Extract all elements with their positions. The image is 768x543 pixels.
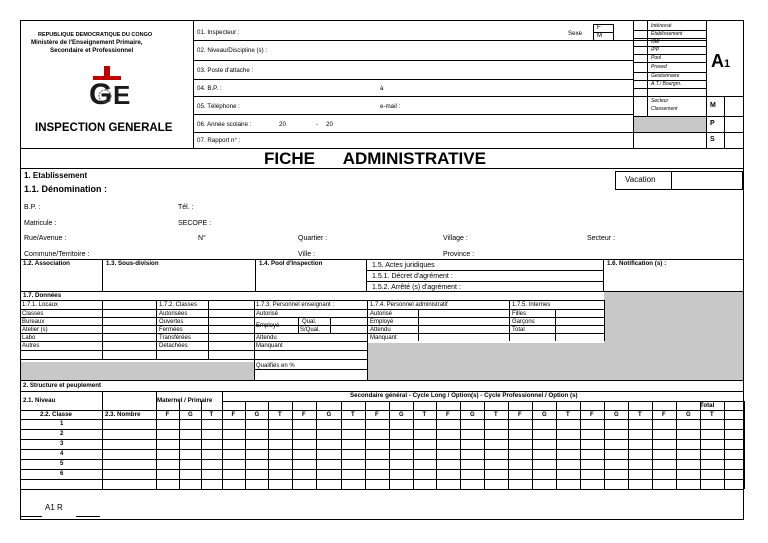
fgt-header: G <box>188 412 193 418</box>
fgt-header: T <box>351 412 355 418</box>
fgt-header: T <box>710 412 714 418</box>
sexe-m: M <box>597 32 603 39</box>
locaux-autres: Autres <box>22 343 40 349</box>
fgt-header: F <box>662 412 666 418</box>
fgt-header: F <box>446 412 450 418</box>
field-inspecteur: 01. Inspecteur : <box>197 29 240 36</box>
dest-gestionnaire: Gestionnaire <box>651 73 680 79</box>
enseignant-employe: Employé <box>256 323 280 329</box>
dest-secteur: Secteur <box>651 98 669 104</box>
commune-label: Commune/Territoire : <box>24 251 90 258</box>
admin-attendu: Attendu <box>370 327 391 333</box>
ville-label: Ville : <box>298 251 315 258</box>
enseignant-qual: Qual. <box>302 319 317 325</box>
ministry-line1: Ministère de l'Enseignement Primaire, <box>31 39 143 46</box>
dest-ipp: IPP <box>651 47 660 53</box>
province-label: Province : <box>443 251 475 258</box>
decret-label: 1.5.1. Décret d'agrément : <box>372 273 453 280</box>
fgt-header: T <box>209 412 214 418</box>
fgt-header: T <box>278 412 282 418</box>
classe-row-label: 6 <box>60 471 64 477</box>
fgt-header: T <box>638 412 642 418</box>
form-code: A1 <box>711 51 731 71</box>
enseignant-manquant: Manquant <box>256 343 283 349</box>
classe-row-label: 3 <box>60 441 64 447</box>
quartier-label: Quartier : <box>298 235 328 242</box>
form-title: FICHE ADMINISTRATIVE <box>264 149 486 168</box>
classes-head: 1.7.2. Classes <box>159 302 198 308</box>
svg-text:G: G <box>89 78 113 111</box>
secteur-label: Secteur : <box>587 235 616 242</box>
sexe-f: F <box>597 24 601 31</box>
svg-text:E: E <box>113 80 131 110</box>
dest-proved: Proved <box>651 64 667 70</box>
annee-start: 20 <box>279 121 286 128</box>
fgt-header: G <box>614 412 619 418</box>
annee-end: 20 <box>326 121 333 128</box>
classes-autorisees: Autorisées <box>159 311 188 317</box>
total-label: Total <box>700 402 715 409</box>
fgt-header: F <box>375 412 379 418</box>
fgt-header: F <box>165 412 170 418</box>
gray-block-donnees <box>604 292 743 380</box>
dest-interesse: Intéressé <box>651 23 672 29</box>
fgt-header: G <box>542 412 547 418</box>
fgt-header: F <box>302 412 306 418</box>
dest-at-bourgm: A.T./ Bourgm. <box>651 81 682 87</box>
fgt-header: G <box>686 412 691 418</box>
field-poste: 03. Poste d'attache : <box>197 67 254 74</box>
niveau-label: 2.1. Niveau <box>23 397 56 404</box>
structure-title: 2. Structure et peuplement <box>23 382 102 389</box>
enseignant-autorise: Autorisé <box>256 311 279 317</box>
internes-garcons: Garçons <box>512 319 535 325</box>
secondaire-label: Secondaire général - Cycle Long / Option(s) - Cycle Professionnel / Option (s) <box>350 392 578 399</box>
secope-label: SECOPE : <box>178 220 212 227</box>
section-etablissement: 1. Etablissement <box>24 171 88 180</box>
internes-filles: Filles <box>512 311 527 317</box>
classe-row-label: 4 <box>60 451 64 457</box>
fgt-header: T <box>566 412 570 418</box>
ige-logo <box>85 64 141 112</box>
bp-label: B.P. : <box>24 204 41 211</box>
footer-code-box <box>20 500 100 518</box>
gray-block-header <box>634 117 706 132</box>
fgt-header: G <box>326 412 332 418</box>
fgt-header: F <box>590 412 594 418</box>
fgt-header: T <box>422 412 427 418</box>
classe-label: 2.2. Classe <box>40 411 72 418</box>
rue-label: Rue/Avenue : <box>24 235 67 242</box>
ministry-line2: Secondaire et Professionnel <box>50 47 134 54</box>
dest-classement: Classement <box>651 106 678 112</box>
actes-label: 1.5. Actes juridiques <box>372 262 435 269</box>
fgt-header: T <box>494 412 498 418</box>
internes-total: Total <box>512 327 525 333</box>
country-name: REPUBLIQUE DEMOCRATIQUE DU CONGO <box>38 32 153 38</box>
gray-block-left <box>21 362 254 380</box>
fgt-header: F <box>231 412 236 418</box>
sous-division-label: 1.3. Sous-division <box>106 260 159 267</box>
admin-autorise: Autorisé <box>370 311 393 317</box>
fgt-header: G <box>399 412 404 418</box>
classe-row-label: 2 <box>60 431 64 437</box>
inspection-generale: INSPECTION GENERALE <box>35 122 173 134</box>
fgt-header: G <box>254 412 260 418</box>
notification-label: 1.6. Notification (s) : <box>607 260 667 267</box>
numero-label: N° <box>198 235 206 242</box>
box-s: S <box>710 136 715 143</box>
dest-ige: IGE <box>651 39 660 45</box>
association-label: 1.2. Association <box>23 260 70 267</box>
classes-transferees: Transférées <box>159 335 191 341</box>
field-bp: 04. B.P. : <box>197 85 222 92</box>
fgt-header: G <box>470 412 475 418</box>
nombre-label: 2.3. Nombre <box>105 411 141 418</box>
field-telephone: 05. Téléphone : <box>197 103 240 110</box>
field-niveau: 02. Niveau/Discipline (s) : <box>197 47 268 54</box>
box-p: P <box>710 120 715 127</box>
classes-ouvertes: Ouvertes <box>159 319 184 325</box>
sexe-label: Sexe <box>568 30 583 37</box>
field-bp-a: à <box>380 85 384 92</box>
village-label: Village : <box>443 235 468 242</box>
enseignant-qualifies: Qualifiés en % <box>256 363 295 369</box>
enseignant-attendu: Attendu <box>256 335 277 341</box>
internes-head: 1.7.5. Internes <box>512 302 551 308</box>
matricule-label: Matricule : <box>24 220 57 227</box>
vacation-label: Vacation <box>625 175 656 184</box>
admin-manquant: Manquant <box>370 335 397 341</box>
dest-pool: Pool <box>651 55 662 61</box>
denomination-label: 1.1. Dénomination : <box>24 184 108 194</box>
classe-row-label: 5 <box>60 461 64 467</box>
box-m: M <box>710 102 716 109</box>
donnees-title: 1.7. Données <box>23 292 62 299</box>
classes-detachees: Detachées <box>159 343 188 349</box>
enseignant-head: 1.7.3. Personnel enseignant : <box>256 302 335 308</box>
dest-etablissement: Etablissement <box>651 31 683 37</box>
classes-fermees: Fermées <box>159 327 183 333</box>
locaux-labo: Labo <box>22 335 36 341</box>
annee-sep: - <box>316 121 319 128</box>
field-email: e-mail : <box>380 103 401 110</box>
enseignant-squal: S/Qual. <box>300 327 321 333</box>
admin-head: 1.7.4. Personnel administratif <box>370 302 448 308</box>
tel-label: Tél. : <box>178 204 194 211</box>
locaux-classes: Classes <box>22 311 44 317</box>
maternel-label: Maternel / Primaire <box>157 397 213 404</box>
locaux-head: 1.7.1. Locaux <box>22 302 59 308</box>
locaux-bureaux: Bureaux <box>22 319 45 325</box>
pool-label: 1.4. Pool d'Inspection <box>259 260 323 267</box>
admin-employe: Employé <box>370 319 394 325</box>
field-annee: 06. Année scolaire : <box>197 121 252 128</box>
footer-code: A1 R <box>45 503 63 512</box>
classe-row-label: 1 <box>60 421 64 427</box>
locaux-atelier: Atelier (s) <box>22 327 48 333</box>
fgt-header: F <box>518 412 522 418</box>
arrete-label: 1.5.2. Arrêté (s) d'agrément : <box>372 284 461 291</box>
field-rapport: 07. Rapport n° : <box>197 137 241 144</box>
gray-block-lower <box>367 343 604 380</box>
